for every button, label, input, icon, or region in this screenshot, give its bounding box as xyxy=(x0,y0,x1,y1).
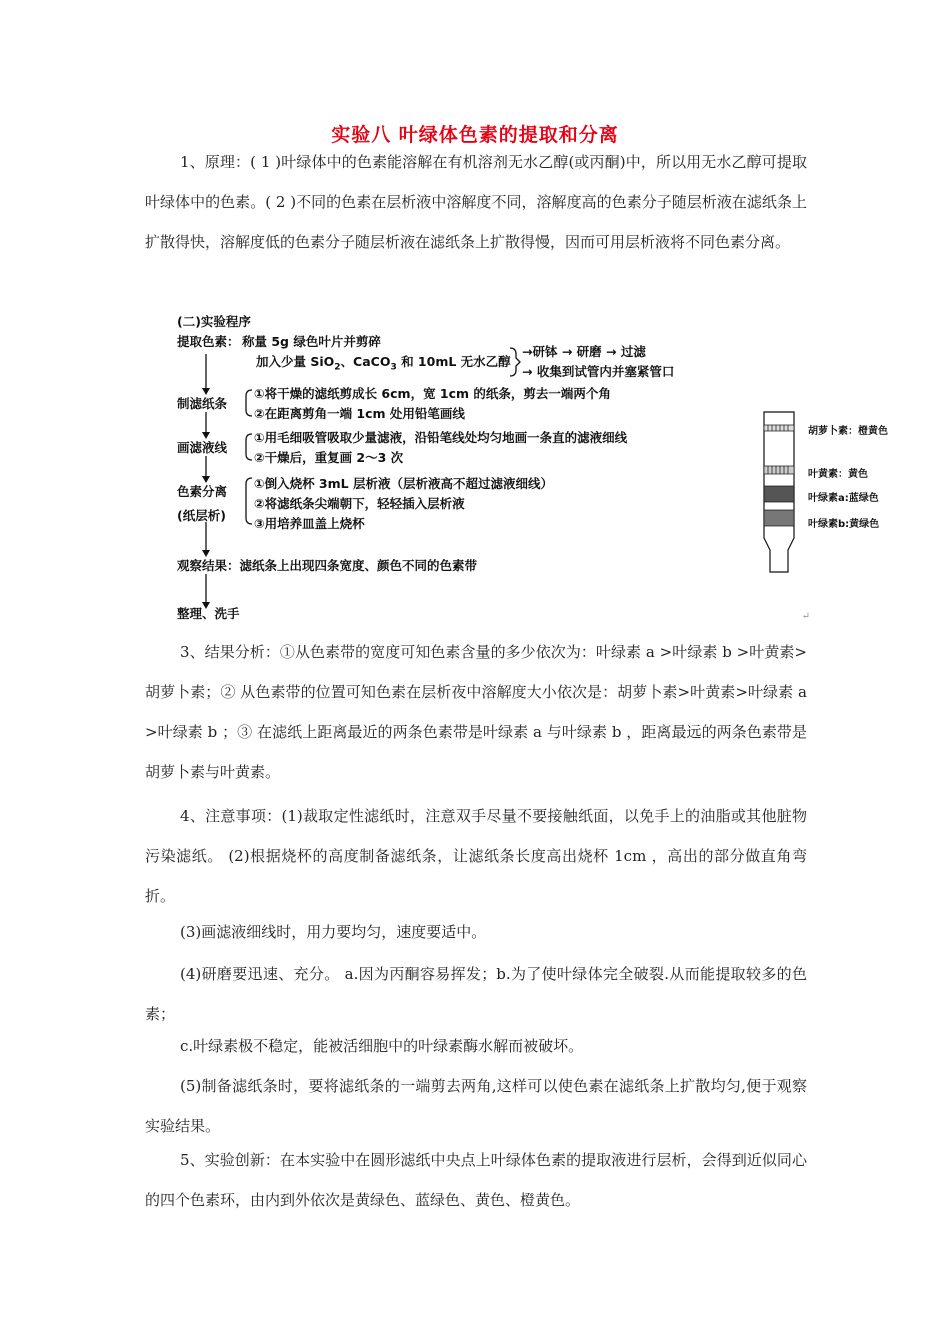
strip-label-chlorophyll-b: 叶绿素b:黄绿色 xyxy=(808,519,880,530)
strip-label-carotene: 胡萝卜素：橙黄色 xyxy=(808,426,888,437)
innovation-paragraph: 5、实验创新：在本实验中在圆形滤纸中央点上叶绿体色素的提取液进行层析，会得到近似同心的四个色素环，由内到外依次是黄绿色、蓝绿色、黄色、橙黄色。 xyxy=(145,1151,807,1209)
step-separate-label: 色素分离 xyxy=(177,484,228,499)
flowchart-heading: (二)实验程序 xyxy=(177,314,251,329)
notes-paragraph: 4、注意事项：(1)裁取定性滤纸时，注意双手尽量不要接触纸面，以免手上的油脂或其他脏物污染滤纸。 (2)根据烧杯的高度制备滤纸条，让滤纸条长度高出烧杯 1cm ，高出的部分做直角弯折。 xyxy=(145,807,807,905)
step-extract-line2: 加入少量 SiO$_2$、CaCO$_3$ 和 10mL 无水乙醇 xyxy=(256,354,511,373)
result-analysis-paragraph: 3、结果分析：①从色素带的宽度可知色素含量的多少依次为：叶绿素 a >叶绿素 b >叶黄素>胡萝卜素；② 从色素带的位置可知色素在层析夜中溶解度大小依次是：胡萝卜素>叶黄素>叶绿素 a >叶绿素 b ；③ 在滤纸上距离最近的两条色素带是叶绿素 a 与叶绿素 b ，距离最远的两条色素带是胡萝卜素与叶黄素。 xyxy=(145,643,807,781)
notes-item-4c: c.叶绿素极不稳定，能被活细胞中的叶绿素酶水解而被破坏。 xyxy=(180,1037,584,1055)
paper-strip-icon xyxy=(758,410,806,580)
procedure-flowchart xyxy=(172,312,702,624)
step-line-line1: ①用毛细吸管吸取少量滤液，沿铅笔线处均匀地画一条直的滤液细线 xyxy=(254,430,628,445)
step-line-label: 画滤液线 xyxy=(177,440,228,455)
step-observe: 观察结果：滤纸条上出现四条宽度、颜色不同的色素带 xyxy=(177,558,478,573)
notes-item-5: (5)制备滤纸条时，要将滤纸条的一端剪去两角,这样可以使色素在滤纸条上扩散均匀,便于观察实验结果。 xyxy=(145,1077,807,1135)
step-extract-label: 提取色素： xyxy=(177,334,240,349)
principle-paragraph: 1、原理：( 1 )叶绿体中的色素能溶解在有机溶剂无水乙醇(或丙酮)中，所以用无水乙醇可提取叶绿体中的色素。( 2 )不同的色素在层析液中溶解度不同，溶解度高的色素分子随层析液在滤纸条上扩散得快，溶解度低的色素分子随层析液在滤纸条上扩散得慢，因而可用层析液将不同色素分离。 xyxy=(145,153,807,251)
step-extract-line1: 称量 5g 绿色叶片并剪碎 xyxy=(242,334,381,349)
notes-item-4: (4)研磨要迅速、充分。 a.因为丙酮容易挥发；b.为了使叶绿体完全破裂.从而能提取较多的色素； xyxy=(145,965,807,1023)
step-strip-line1: ①将干燥的滤纸剪成长 6cm，宽 1cm 的纸条，剪去一端两个角 xyxy=(254,386,611,401)
page-title: 实验八 叶绿体色素的提取和分离 xyxy=(331,124,619,146)
step-cleanup: 整理、洗手 xyxy=(177,606,240,621)
step-separate-line1: ①倒入烧杯 3mL 层析液（层析液高不超过滤液细线） xyxy=(254,476,553,491)
return-mark: ↵ xyxy=(801,611,810,622)
strip-label-xanthophyll: 叶黄素：黄色 xyxy=(808,469,868,480)
strip-label-chlorophyll-a: 叶绿素a:蓝绿色 xyxy=(808,493,879,504)
step-extract-right1: →研钵 → 研磨 → 过滤 xyxy=(522,344,646,359)
step-extract-right2: → 收集到试管内并塞紧管口 xyxy=(522,364,675,379)
step-separate-sub: (纸层析) xyxy=(177,508,226,523)
notes-item-3: (3)画滤液细线时，用力要均匀，速度要适中。 xyxy=(180,923,487,941)
step-separate-line2: ②将滤纸条尖端朝下，轻轻插入层析液 xyxy=(254,496,465,511)
step-strip-label: 制滤纸条 xyxy=(177,396,228,411)
step-strip-line2: ②在距离剪角一端 1cm 处用铅笔画线 xyxy=(254,406,465,421)
step-line-line2: ②干燥后，重复画 2～3 次 xyxy=(254,450,404,465)
step-separate-line3: ③用培养皿盖上烧杯 xyxy=(254,516,365,531)
pigment-strip-diagram xyxy=(758,410,903,580)
